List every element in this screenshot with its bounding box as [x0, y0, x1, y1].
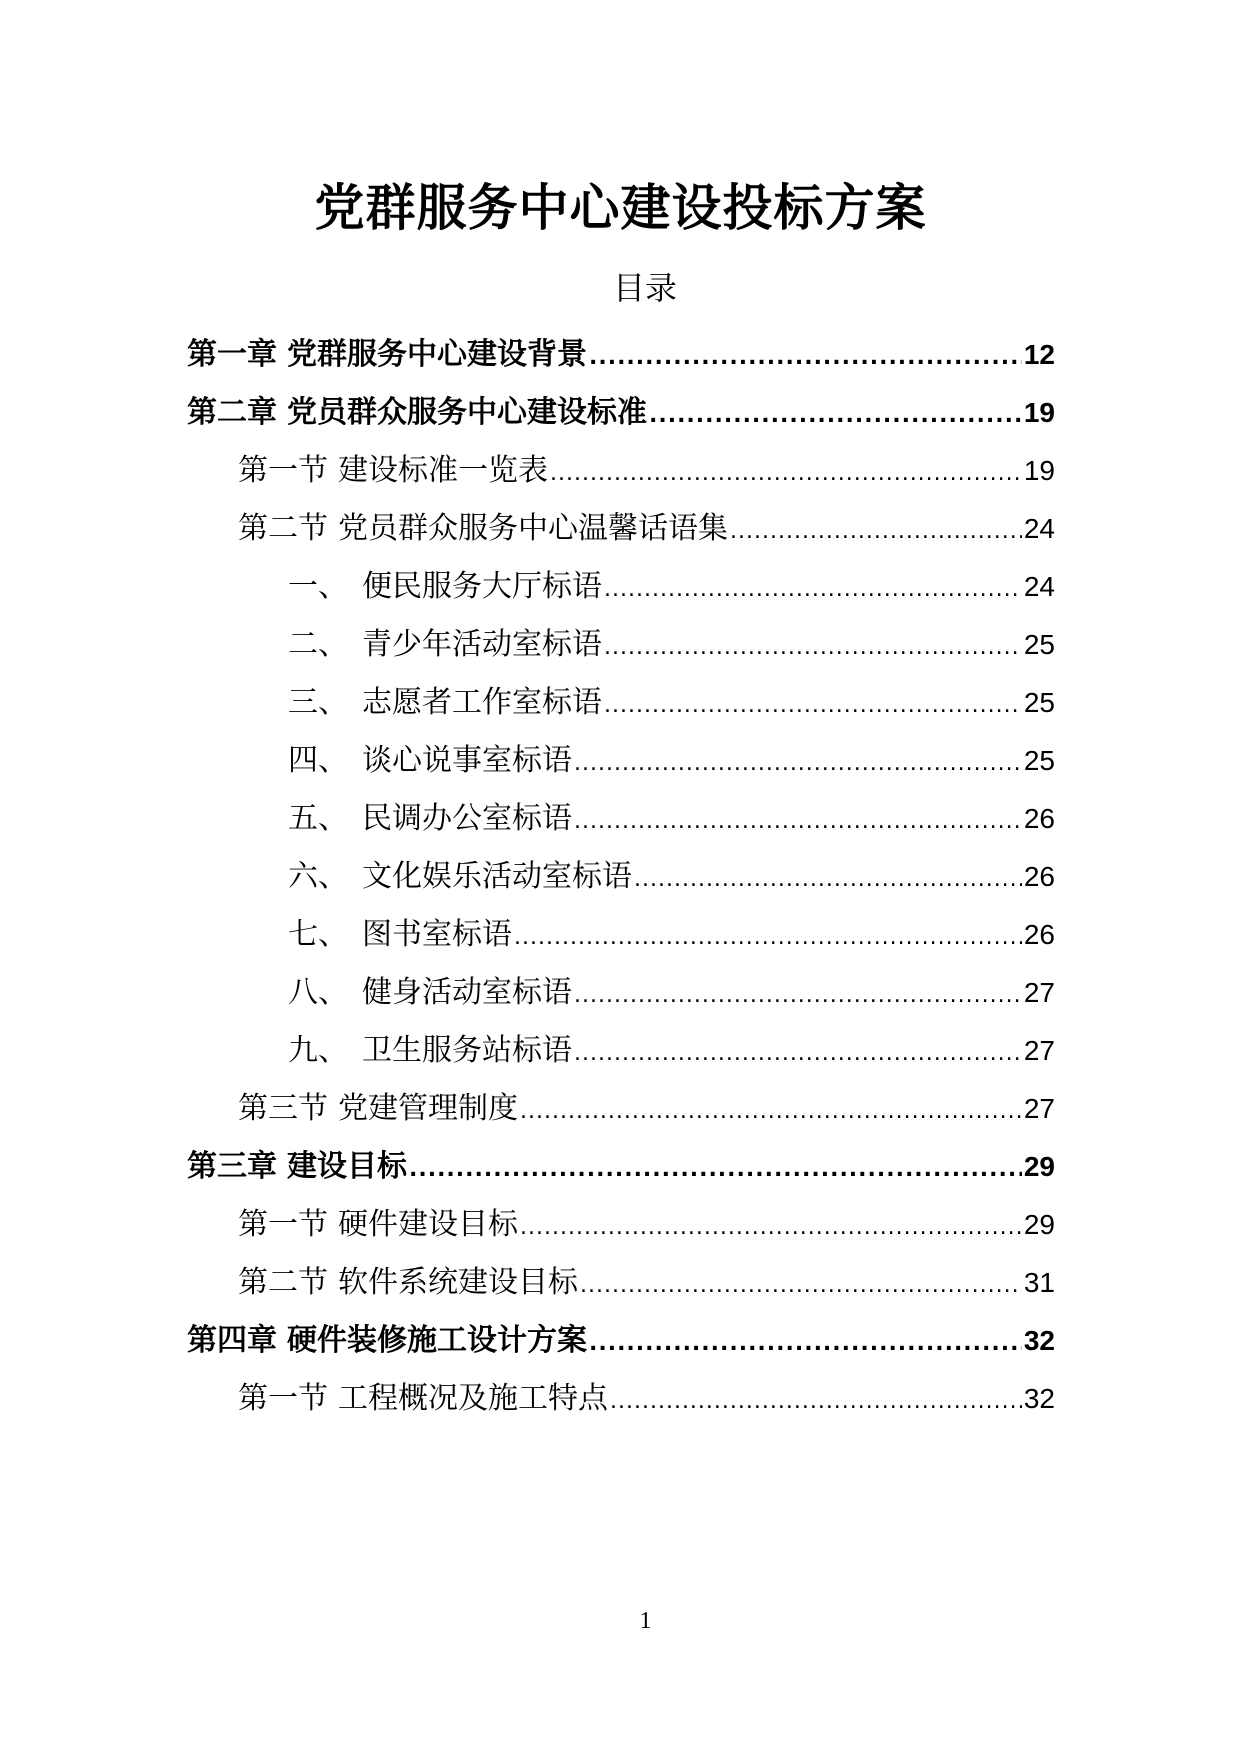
toc-entry-chapter-3[interactable] [187, 1142, 1055, 1192]
toc-dot-leader [409, 1145, 1022, 1192]
toc-entry-section[interactable] [238, 1084, 1055, 1134]
toc-entry-title: 图书室标语 [362, 917, 512, 952]
toc-entry-page: 29 [1023, 1151, 1055, 1182]
toc-dot-leader [574, 739, 1022, 786]
toc-entry-subsection[interactable] [288, 910, 1055, 960]
toc-dot-leader [634, 855, 1022, 902]
toc-entry-title: 卫生服务站标语 [362, 1033, 572, 1068]
toc-dot-leader [520, 1087, 1022, 1134]
toc-entry-number: 第一节 [238, 1207, 328, 1242]
toc-entry-title: 硬件建设目标 [338, 1207, 518, 1242]
toc-heading: 目录 [612, 269, 677, 307]
toc-entry-number: 八、 [288, 975, 348, 1010]
document-title: 党群服务中心建设投标方案 [314, 179, 927, 237]
toc-dot-leader [604, 565, 1022, 612]
toc-entry-title: 党群服务中心建设背景 [287, 337, 587, 372]
toc-entry-title: 硬件装修施工设计方案 [287, 1323, 587, 1358]
toc-entry-page: 25 [1023, 745, 1055, 776]
toc-dot-leader [604, 681, 1022, 728]
toc-entry-title: 便民服务大厅标语 [362, 569, 602, 604]
toc-entry-page: 19 [1023, 455, 1055, 486]
toc-entry-page: 19 [1023, 397, 1055, 428]
toc-entry-number: 第二节 [238, 511, 328, 546]
toc-entry-title: 志愿者工作室标语 [362, 685, 602, 720]
toc-entry-chapter-4[interactable] [187, 1316, 1055, 1366]
toc-entry-number: 五、 [288, 801, 348, 836]
toc-entry-page: 29 [1023, 1209, 1055, 1240]
toc-entry-page: 12 [1023, 339, 1055, 370]
toc-entry-number: 第二章 [187, 395, 277, 430]
toc-entry-chapter-2[interactable] [187, 388, 1055, 438]
toc-entry-title: 文化娱乐活动室标语 [362, 859, 632, 894]
toc-entry-subsection[interactable] [288, 562, 1055, 612]
toc-entry-number: 第一节 [238, 453, 328, 488]
toc-dot-leader [520, 1203, 1022, 1250]
toc-dot-leader [574, 797, 1022, 844]
toc-dot-leader [514, 913, 1022, 960]
toc-entry-title: 党建管理制度 [338, 1091, 518, 1126]
toc-entry-title: 青少年活动室标语 [362, 627, 602, 662]
toc-entry-number: 第一章 [187, 337, 277, 372]
toc-dot-leader [610, 1377, 1022, 1424]
toc-entry-title: 党员群众服务中心建设标准 [287, 395, 647, 430]
toc-entry-section[interactable] [238, 1374, 1055, 1424]
toc-entry-subsection[interactable] [288, 1026, 1055, 1076]
toc-entry-number: 第三节 [238, 1091, 328, 1126]
toc-entry-title: 党员群众服务中心温馨话语集 [338, 511, 728, 546]
toc-entry-page: 32 [1023, 1325, 1055, 1356]
toc-dot-leader [574, 971, 1022, 1018]
toc-dot-leader [574, 1029, 1022, 1076]
toc-entry-subsection[interactable] [288, 968, 1055, 1018]
toc-entry-page: 24 [1023, 513, 1055, 544]
toc-entry-title: 谈心说事室标语 [362, 743, 572, 778]
toc-dot-leader [649, 391, 1022, 438]
toc-entry-subsection[interactable] [288, 852, 1055, 902]
toc-entry-number: 第二节 [238, 1265, 328, 1300]
toc-entry-number: 四、 [288, 743, 348, 778]
toc-entry-section[interactable] [238, 1258, 1055, 1308]
toc-entry-subsection[interactable] [288, 736, 1055, 786]
toc-entry-number: 第四章 [187, 1323, 277, 1358]
toc-entry-page: 26 [1023, 861, 1055, 892]
toc-entry-number: 二、 [288, 627, 348, 662]
toc-entry-subsection[interactable] [288, 794, 1055, 844]
toc-dot-leader [730, 507, 1022, 554]
toc-entry-number: 一、 [288, 569, 348, 604]
toc-dot-leader [604, 623, 1022, 670]
toc-entry-number: 第一节 [238, 1381, 328, 1416]
toc-entry-title: 建设目标 [287, 1149, 407, 1184]
page-number: 1 [639, 1608, 652, 1634]
toc-entry-number: 三、 [288, 685, 348, 720]
toc-entry-page: 25 [1023, 687, 1055, 718]
toc-entry-subsection[interactable] [288, 678, 1055, 728]
toc-entry-page: 25 [1023, 629, 1055, 660]
toc-entry-number: 九、 [288, 1033, 348, 1068]
toc-entry-title: 建设标准一览表 [338, 453, 548, 488]
toc-dot-leader [580, 1261, 1022, 1308]
toc-entry-page: 27 [1023, 1035, 1055, 1066]
toc-entry-section[interactable] [238, 1200, 1055, 1250]
toc-entry-chapter-1[interactable] [187, 330, 1055, 380]
toc-entry-number: 第三章 [187, 1149, 277, 1184]
toc-entry-section[interactable] [238, 504, 1055, 554]
toc-entry-title: 软件系统建设目标 [338, 1265, 578, 1300]
toc-entry-title: 民调办公室标语 [362, 801, 572, 836]
toc-dot-leader [550, 449, 1022, 496]
toc-entry-section[interactable] [238, 446, 1055, 496]
toc-entry-number: 六、 [288, 859, 348, 894]
toc-entry-title: 工程概况及施工特点 [338, 1381, 608, 1416]
toc-entry-page: 31 [1023, 1267, 1055, 1298]
toc-entry-page: 26 [1023, 803, 1055, 834]
toc-dot-leader [589, 1319, 1022, 1366]
toc-entry-page: 24 [1023, 571, 1055, 602]
toc-entry-page: 27 [1023, 1093, 1055, 1124]
toc-entry-subsection[interactable] [288, 620, 1055, 670]
toc-entry-page: 26 [1023, 919, 1055, 950]
toc-entry-page: 27 [1023, 977, 1055, 1008]
toc-entry-title: 健身活动室标语 [362, 975, 572, 1010]
toc-entry-number: 七、 [288, 917, 348, 952]
toc-entry-page: 32 [1023, 1383, 1055, 1414]
toc-dot-leader [589, 333, 1022, 380]
